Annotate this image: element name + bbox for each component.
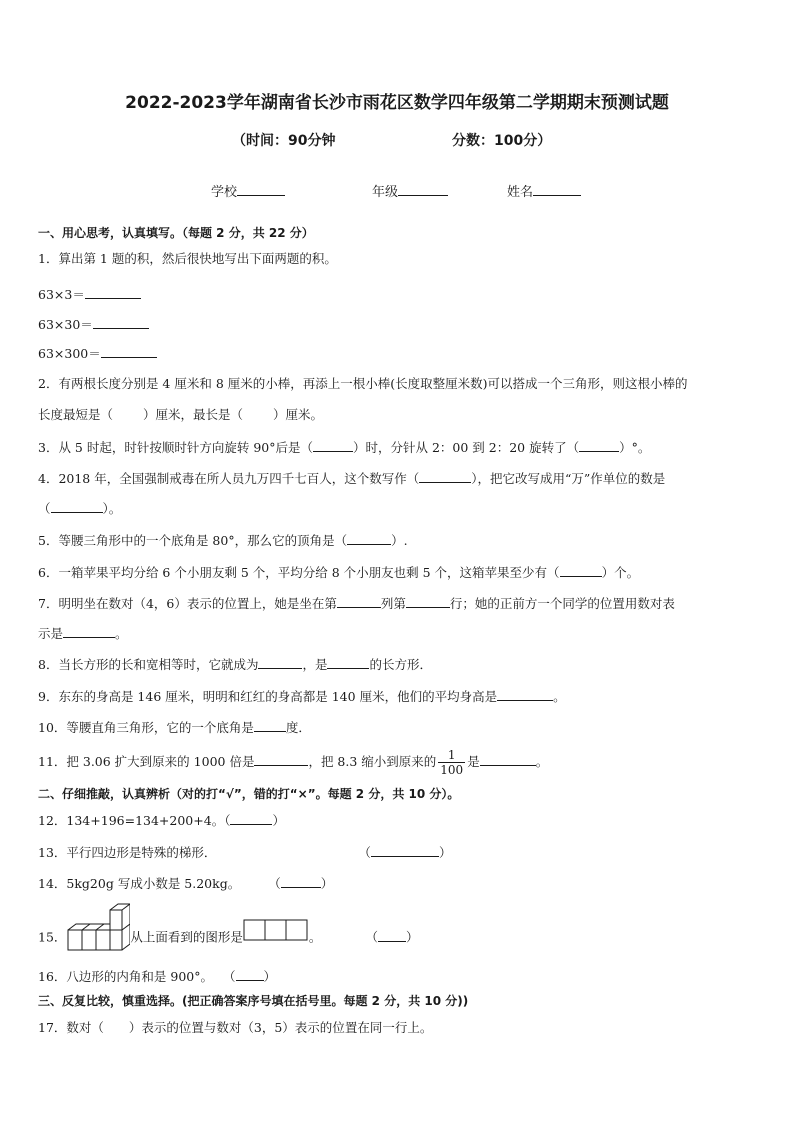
question-11: 11．把 3.06 扩大到原来的 1000 倍是 ，把 8.3 缩小到原来的 $\frac{1}{100}$ 是 。 [38, 748, 549, 777]
question-7-line-2: 示是 。 [38, 626, 128, 641]
answer-blank[interactable] [230, 812, 272, 825]
question-2-line-1: 2．有两根长度分别是 4 厘米和 8 厘米的小棒，再添上一根小棒(长度取整厘米数)可以搭成一个三角形，则这根小棒的 [38, 376, 688, 391]
answer-blank[interactable] [85, 286, 141, 299]
answer-blank[interactable] [113, 407, 143, 419]
cube-stack-figure [66, 902, 130, 974]
grade-field [372, 181, 448, 200]
question-10: 10．等腰直角三角形，它的一个底角是 度． [38, 720, 311, 735]
question-7-line-1: 7．明明坐在数对（4，6）表示的位置上，她是坐在第 列第 行；她的正前方一个同学的位置用数对表 [38, 596, 675, 611]
question-1a: 63×3＝ [38, 286, 768, 303]
answer-blank[interactable] [236, 968, 264, 981]
question-1b: 63×30＝ [38, 316, 768, 333]
question-13: 13．平行四边形是特殊的梯形． （ ） [38, 845, 452, 860]
answer-blank[interactable] [337, 595, 381, 608]
answer-blank[interactable] [347, 532, 391, 545]
answer-blank[interactable] [313, 439, 353, 452]
question-14: 14．5kg20g 写成小数是 5.20kg。 （ ） [38, 876, 334, 891]
question-2-line-2: 长度最短是（ ）厘米，最长是（ ）厘米。 [38, 407, 324, 422]
fraction-one-hundredth: $\frac{1}{100}$ [440, 748, 464, 777]
grade-blank[interactable] [398, 183, 448, 196]
answer-blank[interactable] [406, 595, 450, 608]
section-2-heading: 二、仔细推敲，认真辨析（对的打“√”，错的打“×”。每题 2 分，共 10 分）。 [38, 787, 460, 801]
exam-score: 分数：100分） [452, 133, 552, 149]
question-1c: 63×300＝ [38, 345, 768, 362]
question-4-line-1: 4．2018 年，全国强制戒毒在所人员九万四千七百人，这个数写作（ ），把它改写成用“万”作单位的数是 [38, 471, 666, 486]
name-label: 姓名 [507, 185, 534, 200]
answer-blank[interactable] [281, 875, 321, 888]
answer-blank[interactable] [497, 688, 553, 701]
question-5: 5．等腰三角形中的一个底角是 80°，那么它的顶角是（ ）. [38, 533, 408, 548]
exam-time: （时间：90分钟 [232, 133, 336, 149]
question-1: 1．算出第 1 题的积，然后很快地写出下面两题的积。 [38, 251, 337, 266]
answer-blank[interactable] [371, 844, 439, 857]
question-17: 17．数对（ ）表示的位置与数对（3，5）表示的位置在同一行上。 [38, 1020, 433, 1035]
school-label: 学校 [211, 185, 238, 200]
question-16: 16．八边形的内角和是 900°。 （ ） [38, 969, 277, 984]
question-3: 3．从 5 时起，时针按顺时针方向旋转 90°后是（ ）时，分针从 2：00 到 2：20 旋转了（ ）°。 [38, 440, 651, 455]
answer-blank[interactable] [560, 564, 602, 577]
school-field [211, 181, 285, 200]
answer-blank[interactable] [378, 929, 406, 942]
question-15: 15． 从上面看到的图形是 。 （ ） [38, 902, 768, 954]
question-8: 8．当长方形的长和宽相等时，它就成为 ，是 的长方形． [38, 657, 432, 672]
name-blank[interactable] [533, 183, 581, 196]
top-view-figure [243, 912, 309, 964]
answer-blank[interactable] [243, 407, 273, 419]
answer-blank[interactable] [579, 439, 619, 452]
answer-blank[interactable] [258, 656, 302, 669]
question-6: 6．一箱苹果平均分给 6 个小朋友剩 5 个，平均分给 8 个小朋友也剩 5 个，这箱苹果至少有（ ）个。 [38, 565, 640, 580]
question-12: 12．134+196=134+200+4。（ ） [38, 813, 285, 828]
answer-blank[interactable] [419, 470, 471, 483]
answer-blank[interactable] [327, 656, 369, 669]
answer-blank[interactable] [101, 345, 157, 358]
answer-blank[interactable] [63, 625, 115, 638]
grade-label: 年级 [372, 185, 399, 200]
answer-blank[interactable] [254, 719, 286, 732]
answer-blank[interactable] [51, 500, 103, 513]
answer-blank[interactable] [254, 753, 308, 766]
answer-blank[interactable] [480, 753, 536, 766]
name-field [507, 181, 581, 200]
question-4-line-2: （ ）。 [38, 501, 122, 516]
question-9: 9．东东的身高是 146 厘米，明明和红红的身高都是 140 厘米，他们的平均身高是 。 [38, 689, 566, 704]
exam-title: 2022-2023学年湖南省长沙市雨花区数学四年级第二学期期末预测试题 [125, 93, 669, 113]
school-blank[interactable] [237, 183, 285, 196]
answer-blank[interactable] [93, 316, 149, 329]
section-3-heading: 三、反复比较，慎重选择。(把正确答案序号填在括号里。每题 2 分，共 10 分)) [38, 994, 469, 1008]
section-1-heading: 一、用心思考，认真填写。（每题 2 分，共 22 分） [38, 226, 314, 240]
